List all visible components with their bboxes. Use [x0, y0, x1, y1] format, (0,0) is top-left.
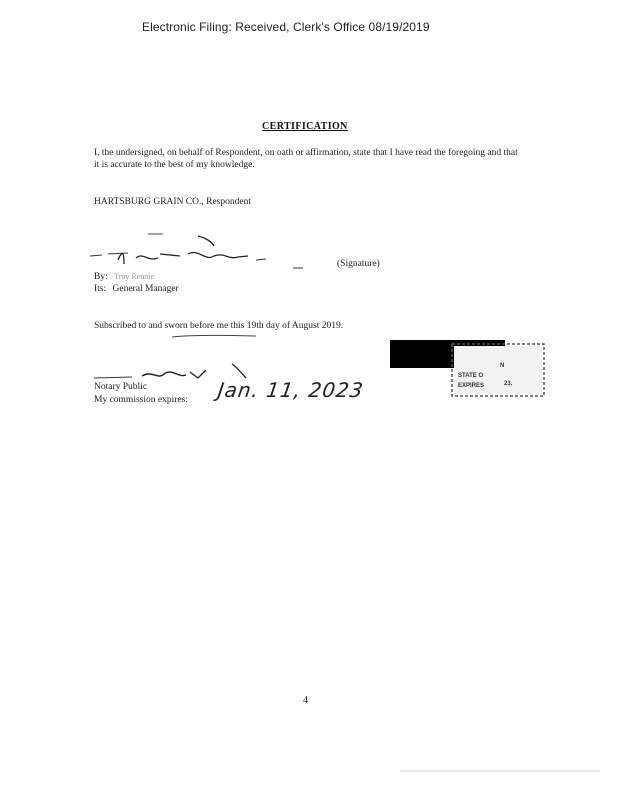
subscribed-underline-scribble	[170, 332, 260, 340]
its-line	[94, 284, 179, 294]
by-name: Troy Rennie	[114, 272, 155, 281]
notary-seal	[450, 342, 546, 398]
certification-statement: I, the undersigned, on behalf of Respondent, on oath or affirmation, state that I have read the foregoing and that it is accurate to the best of my knowledge.	[94, 148, 518, 170]
filing-stamp-header: Electronic Filing: Received, Clerk's Office 08/19/2019	[142, 20, 430, 34]
notary-public-label: Notary Public	[94, 382, 148, 392]
seal-line-3: EXPIRES	[458, 383, 485, 389]
by-label: By:	[94, 272, 108, 282]
by-line	[94, 272, 154, 282]
subscribed-statement: Subscribed to and sworn before me this 19th day of August 2019.	[94, 321, 344, 331]
its-label: Its:	[94, 284, 107, 294]
certification-title: CERTIFICATION	[262, 121, 348, 132]
commission-date: Jan. 11, 2023	[216, 378, 366, 402]
signature-scribble	[88, 228, 318, 272]
signature-label: (Signature)	[337, 259, 380, 269]
seal-line-4: 23.	[504, 381, 513, 387]
seal-line-2: STATE O	[458, 373, 484, 379]
scan-artifact-line	[400, 770, 600, 772]
page-number: 4	[303, 695, 308, 706]
respondent-company: HARTSBURG GRAIN CO., Respondent	[94, 197, 251, 207]
commission-label: My commission expires:	[94, 395, 188, 405]
its-title: General Manager	[112, 284, 179, 294]
seal-line-1: N	[500, 363, 505, 369]
